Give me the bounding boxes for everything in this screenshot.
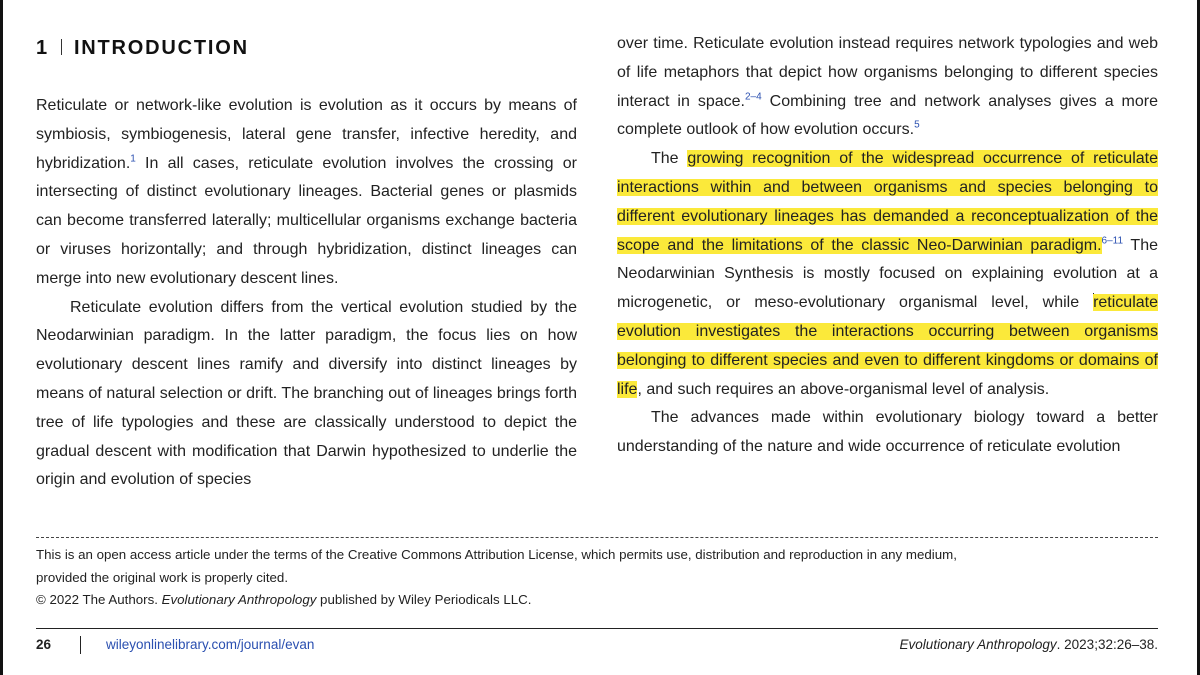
paragraph-text: The <box>651 150 688 168</box>
footer-separator <box>80 636 81 654</box>
paragraph-text: Combining tree and network analyses gives a more complete outlook of how evolution occurs. <box>617 92 1159 139</box>
left-column <box>36 30 577 495</box>
paragraph <box>617 30 1158 145</box>
heading-divider <box>61 39 62 55</box>
journal-url-link[interactable]: wileyonlinelibrary.com/journal/evan <box>106 637 315 652</box>
right-column <box>617 30 1158 462</box>
reference-link[interactable]: 1 <box>130 153 136 165</box>
page-footer <box>36 634 1158 656</box>
highlighted-text[interactable]: growing recognition of the widespread occurrence of reticulate interactions within and between organisms and species belonging to different evolutionary lineages has demanded a reconceptualization of the scope and the limitations of the classic Neo-Darwinian paradigm. <box>617 150 1159 254</box>
license-notice <box>36 544 1158 612</box>
section-title: INTRODUCTION <box>73 37 249 59</box>
reference-link[interactable]: 6–11 <box>1101 235 1124 247</box>
copyright-text: © 2022 The Authors. <box>36 592 162 607</box>
paragraph-text: In all cases, reticulate evolution involves the crossing or intersecting of distinct evolutionary lineages. Bacterial genes or plasmids can become transferred laterally; multicellular organisms exchange bacteria or viruses horizontally; and through hybridization, distinct lineages can merge into new evolutionary descent lines. <box>36 154 577 287</box>
citation-details: . 2023;32:26–38. <box>1056 637 1158 652</box>
paragraph: The advances made within evolutionary biology toward a better understanding of the nature and wide occurrence of reticulate evolution <box>617 409 1158 456</box>
citation-journal: Evolutionary Anthropology <box>899 637 1057 652</box>
paragraph-text: Reticulate or network-like evolution is evolution as it occurs by means of symbiosis, symbiogenesis, lateral gene transfer, infective heredity, and hybridization. <box>36 97 577 172</box>
reference-link[interactable]: 2–4 <box>745 91 762 103</box>
copyright-text: published by Wiley Periodicals LLC. <box>316 592 532 607</box>
paragraph-text: The Neodarwinian Synthesis is mostly focused on explaining evolution at a microgenetic, or meso-evolutionary organismal level, while <box>617 236 1158 312</box>
reference-link[interactable]: 5 <box>914 120 920 132</box>
footnote-divider <box>36 537 1158 538</box>
journal-name: Evolutionary Anthropology <box>161 592 317 607</box>
section-number: 1 <box>36 37 49 59</box>
paragraph: Reticulate evolution differs from the vertical evolution studied by the Neodarwinian paradigm. In the latter paradigm, the focus lies on how evolutionary descent lines ramify and diversify into distinct lineages by means of natural selection or drift. The branching out of lineages brings forth tree of life typologies and these are classically understood to depict the gradual descent with modification that Darwin hypothesized to underlie the origin and evolution of species <box>36 298 577 489</box>
page-number: 26 <box>36 637 52 652</box>
window-edge-left <box>0 0 3 675</box>
license-line: This is an open access article under the terms of the Creative Commons Attribution License, which permits use, distribution and reproduction in any medium, <box>36 547 957 562</box>
citation <box>900 634 1158 656</box>
copyright-line <box>36 589 1158 612</box>
license-line: provided the original work is properly cited. <box>36 569 289 585</box>
highlighted-text[interactable]: reticulate evolution investigates the interactions occurring between organisms belonging to different species and even to different kingdoms or domains of life <box>617 294 1158 398</box>
paragraph-text: , and such requires an above-organismal level of analysis. <box>637 380 1050 398</box>
paragraph-text: over time. Reticulate evolution instead requires network typologies and web of life metaphors that depict how organisms belonging to different species interact in space. <box>617 35 1158 110</box>
footer-divider <box>36 628 1158 629</box>
paragraph <box>617 145 1158 404</box>
section-heading <box>36 34 577 62</box>
paragraph <box>36 92 577 294</box>
